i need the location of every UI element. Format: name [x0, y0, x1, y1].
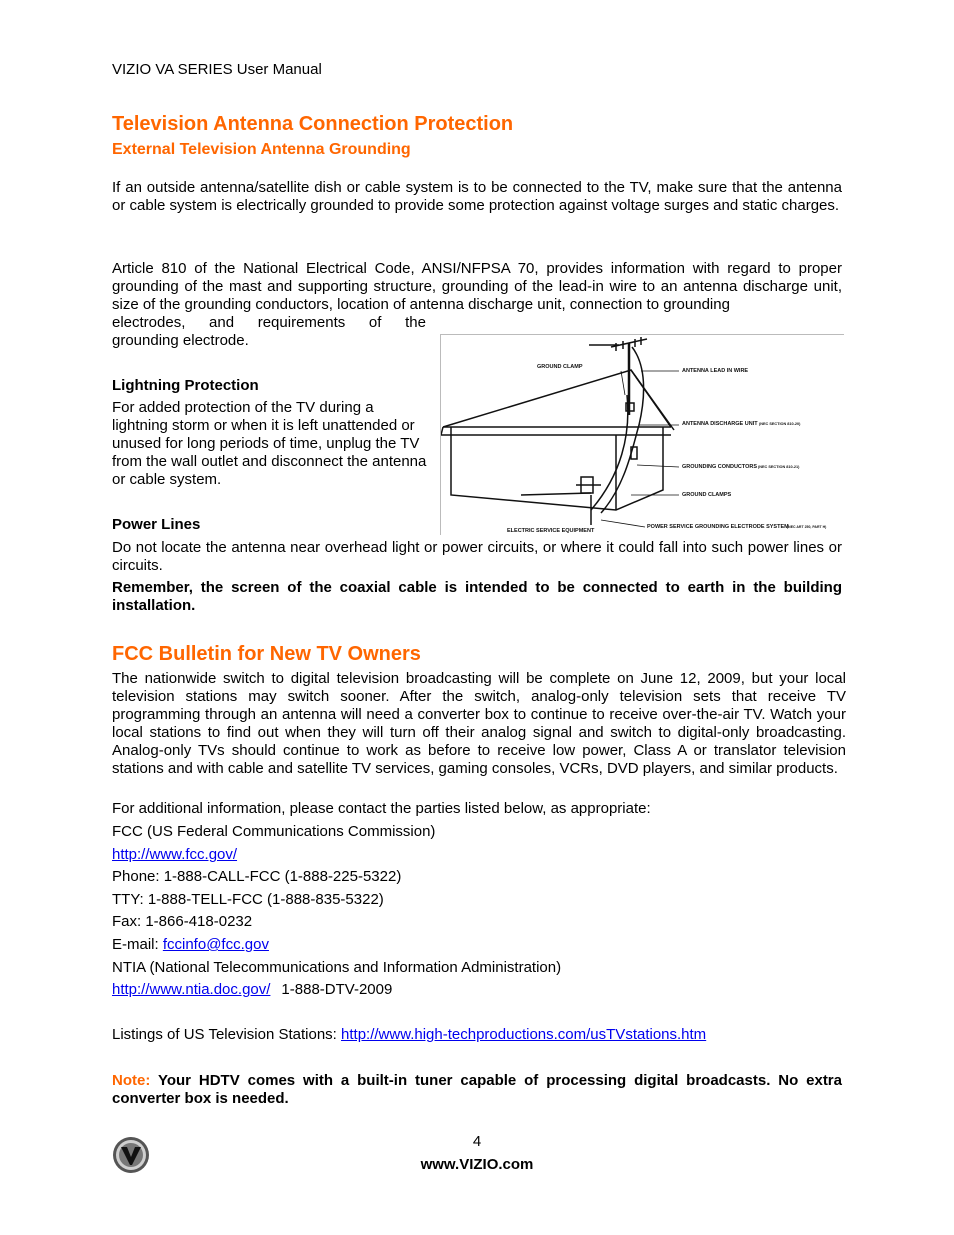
section-title-fcc: FCC Bulletin for New TV Owners — [112, 643, 421, 665]
listings-line — [112, 1026, 706, 1044]
lightning-heading: Lightning Protection — [112, 377, 259, 394]
label-ground-clamp: GROUND CLAMP — [537, 364, 583, 370]
fcc-phone: Phone: 1-888-CALL-FCC (1-888-225-5322) — [112, 868, 402, 885]
fcc-tty: TTY: 1-888-TELL-FCC (1-888-835-5322) — [112, 891, 384, 908]
ntia-link[interactable]: http://www.ntia.doc.gov/ — [112, 981, 271, 998]
ntia-line — [112, 981, 392, 999]
label-antenna-lead: ANTENNA LEAD IN WIRE — [682, 368, 749, 374]
hdtv-note — [112, 1072, 842, 1108]
article-810-paragraph: Article 810 of the National Electrical Code, ANSI/NFPSA 70, provides information with regard to proper grounding of the mast and supporting structure, grounding of the lead-in wire to an antenna discharge unit, size of the grounding conductors, location of antenna discharge unit, connection to grounding electrodes, and requirements of the grounding electrode. — [112, 260, 842, 349]
coaxial-earth-notice: Remember, the screen of the coaxial cable is intended to be connected to earth in the building installation. — [112, 579, 842, 614]
page-number: 4 — [472, 1133, 482, 1150]
email-label: E-mail: — [112, 936, 163, 953]
power-lines-heading: Power Lines — [112, 516, 201, 533]
running-header: VIZIO VA SERIES User Manual — [112, 61, 322, 78]
grounding-paragraph: If an outside antenna/satellite dish or cable system is to be connected to the TV, make sure that the antenna or cable system is electrically grounded to provide some protection against voltage surges and static charges. — [112, 179, 842, 214]
label-power-service-ref: (NEC ART 250, PART H) — [787, 525, 827, 529]
label-discharge-ref: (NEC SECTION 810-20) — [759, 422, 801, 426]
lightning-paragraph: For added protection of the TV during a lightning storm or when it is left unattended or unused for long periods of time, unplug the TV from the wall outlet and disconnect the antenna or cable system. — [112, 399, 427, 488]
power-lines-paragraph: Do not locate the antenna near overhead light or power circuits, or where it could fall into such power lines or circuits. — [112, 539, 842, 574]
fcc-link[interactable]: http://www.fcc.gov/ — [112, 846, 238, 863]
label-electric-service: ELECTRIC SERVICE EQUIPMENT — [507, 528, 595, 534]
contact-intro: For additional information, please contact the parties listed below, as appropriate: — [112, 800, 651, 817]
note-label: Note: — [112, 1072, 151, 1089]
fcc-bulletin-paragraph: The nationwide switch to digital television broadcasting will be complete on June 12, 2009, but your local television stations may switch sooner. After the switch, analog-only television sets that receive TV programming through an antenna will need a converter box to continue to receive over-the-air TV. Watch your local stations to find out when they will turn off their analog signal and switch to digital-only broadcasting. Analog-only TVs should continue to work as before to receive low power, Class A or translator television stations and with cable and satellite TV services, gaming consoles, VCRs, DVD players, and similar products. — [112, 670, 846, 777]
subsection-title-grounding: External Television Antenna Grounding — [112, 141, 411, 158]
label-discharge-unit: ANTENNA DISCHARGE UNIT — [682, 421, 758, 427]
listings-link[interactable]: http://www.high-techproductions.com/usTVstations.htm — [341, 1026, 707, 1043]
section-title-antenna: Television Antenna Connection Protection — [112, 113, 514, 135]
fcc-fax: Fax: 1-866-418-0232 — [112, 913, 253, 930]
label-conductors-ref: (NEC SECTION 810-21) — [758, 465, 800, 469]
house-antenna-illustration — [441, 335, 844, 535]
ntia-name: NTIA (National Telecommunications and Information Administration) — [112, 959, 562, 976]
label-ground-clamps: GROUND CLAMPS — [682, 492, 732, 498]
note-text: Your HDTV comes with a built-in tuner capable of processing digital broadcasts. No extra converter box is needed. — [112, 1072, 842, 1107]
label-power-service: POWER SERVICE GROUNDING ELECTRODE SYSTEM — [647, 524, 789, 530]
fcc-email-line — [112, 936, 269, 954]
antenna-grounding-diagram — [440, 334, 844, 535]
footer-url: www.VIZIO.com — [420, 1156, 534, 1173]
label-grounding-conductors: GROUNDING CONDUCTORS — [682, 464, 758, 470]
ntia-phone: 1-888-DTV-2009 — [281, 981, 393, 998]
listings-label: Listings of US Television Stations: — [112, 1026, 342, 1043]
fcc-email-link[interactable]: fccinfo@fcc.gov — [162, 936, 269, 953]
fcc-name: FCC (US Federal Communications Commission) — [112, 823, 436, 840]
